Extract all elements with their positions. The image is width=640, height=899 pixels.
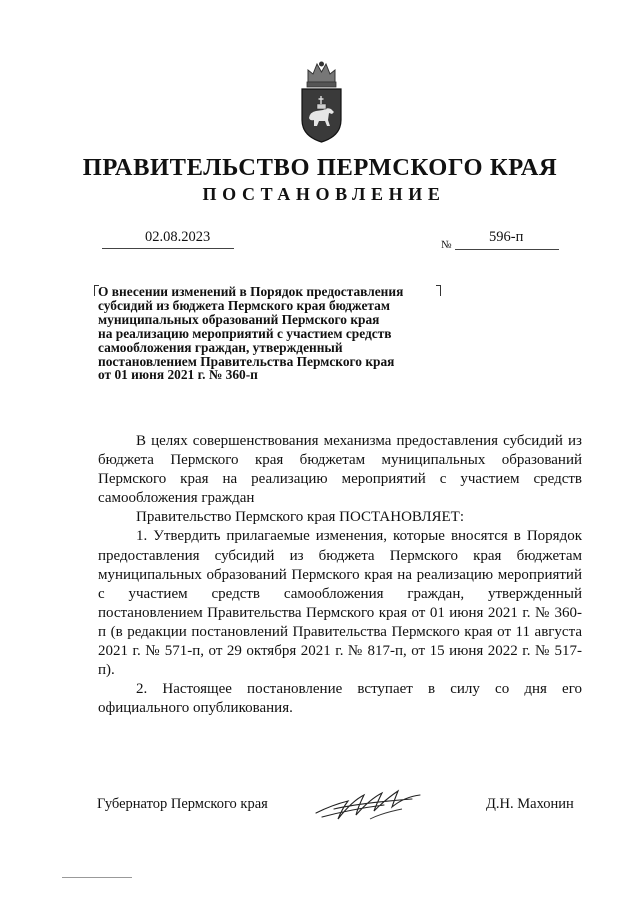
government-title: ПРАВИТЕЛЬСТВО ПЕРМСКОГО КРАЯ <box>82 154 558 181</box>
signature-icon <box>312 779 432 829</box>
subject-line: постановлением Правительства Пермского края <box>98 353 395 369</box>
coat-of-arms-icon <box>299 60 344 144</box>
document-type: ПОСТАНОВЛЕНИЕ <box>202 184 446 204</box>
subject-line: от 01 июня 2021 г. № 360-п <box>98 367 258 383</box>
subject-line: субсидий из бюджета Пермского края бюджетам <box>98 297 390 313</box>
body-paragraph-resolves: Правительство Пермского края ПОСТАНОВЛЯЕТ: <box>136 509 465 526</box>
subject-line: самообложения граждан, утвержденный <box>98 339 343 355</box>
document-body <box>98 432 582 718</box>
subject-line: муниципальных образований Пермского края <box>98 311 380 327</box>
document-subject <box>98 285 458 382</box>
document-date: 02.08.2023 <box>145 229 211 245</box>
signatory-position: Губернатор Пермского края <box>97 796 268 812</box>
body-paragraph-preamble: В целях совершенствования механизма предоставления субсидий из бюджета Пермского края бюджетам муниципальных образований Пермского края на реализацию мероприятий с участием средств самообложения граждан <box>98 433 582 507</box>
body-paragraph-item-1: 1. Утвердить прилагаемые изменения, которые вносятся в Порядок предоставления субсидий из бюджета Пермского края бюджетам муниципальных образований Пермского края на реализацию мероприятий с участием средств самообложения граждан, утвержденный постановлением Правительства Пермского края от 01 июня 2021 г. № 360-п (в редакции постановлений Правительства Пермского края от 11 августа 2021 г. № 571-п, от 29 октября 2021 г. № 817-п, от 15 июня 2022 г. № 517-п). <box>98 528 582 679</box>
subject-line: О внесении изменений в Порядок предоставления <box>98 284 404 299</box>
body-paragraph-item-2: 2. Настоящее постановление вступает в силу со дня его официального опубликования. <box>98 681 582 717</box>
number-underline <box>455 249 559 250</box>
document-number: 596-п <box>489 229 524 245</box>
number-sign: № <box>441 239 452 251</box>
date-underline <box>102 248 234 249</box>
signatory-name: Д.Н. Махонин <box>486 796 574 812</box>
subject-line: на реализацию мероприятий с участием средств <box>98 325 392 341</box>
footer-divider <box>62 877 132 878</box>
